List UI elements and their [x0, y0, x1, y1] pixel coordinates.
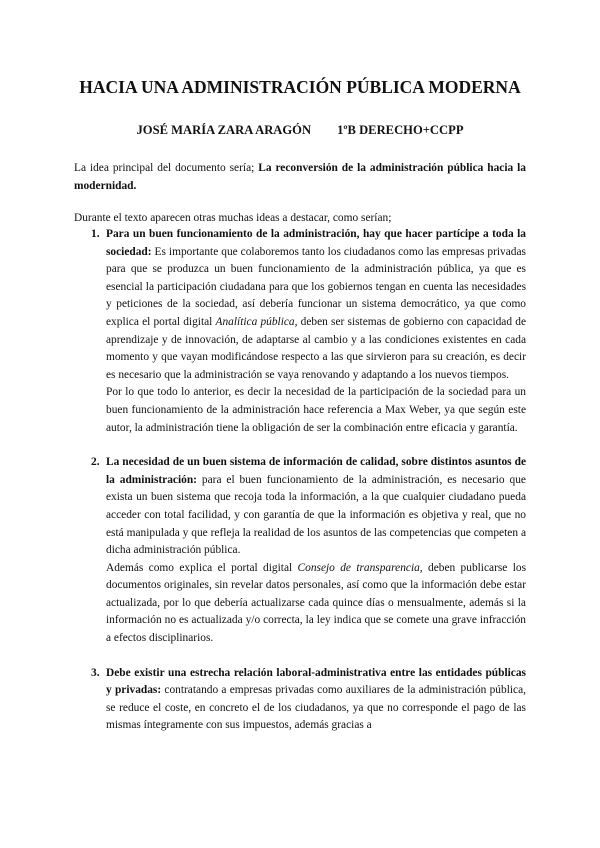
item-lead: Para un buen funcionamiento de la administración, hay que hacer partícipe a toda la sociedad:	[106, 228, 526, 258]
item-paragraph	[106, 454, 526, 560]
item-second-body-cont: deben publicarse los documentos originales, sin revelar datos personales, así como que la información debe estar actualizada, por lo que debería actualizarse cada quince días o mensualmente, además si la información no es actualizada y/o correcta, la ley indica que se comete una grave infracción a efectos disciplinarios.	[106, 561, 527, 645]
item-paragraph	[106, 226, 526, 384]
item-number: 3.	[91, 666, 100, 679]
document-title: HACIA UNA ADMINISTRACIÓN PÚBLICA MODERNA	[79, 77, 521, 97]
during-paragraph: Durante el texto aparecen otras muchas ideas a destacar, como serían;	[74, 212, 392, 224]
item-body: para el buen funcionamiento de la administración, es necesario que exista un buen sistema que recoja toda la información, a la que cualquier ciudadano pueda acceder con total facilidad, y con garantía de que la información es objetiva y real, que no está manipulada y que refleja la realidad de los asuntos de las competencias que competen a dicha administración pública.	[106, 473, 526, 557]
item-body: contratando a empresas privadas como auxiliares de la administración pública, se reduce el coste, en concreto el de los ciudadanos, ya que no corresponde el pago de las mismas íntegramente con sus impuestos, además gracias a	[106, 684, 526, 732]
list-item	[74, 226, 526, 437]
item-second-body: Además como explica el portal digital	[106, 561, 298, 574]
author-name: JOSÉ MARÍA ZARA ARAGÓN	[136, 123, 312, 137]
byline	[70, 122, 530, 138]
intro-paragraph	[74, 160, 526, 195]
item-body-cont: deben ser sistemas de gobierno con capacidad de aprendizaje y de innovación, de adaptarse al cambio y a las condiciones existentes en cada momento y que vayan modificándose respecto a las que sirvieron para su creación, es decir es necesario que la administración se vaya renovando y adaptando a los nuevos tiempos.	[106, 315, 526, 381]
item-reference: Analítica pública,	[215, 315, 298, 328]
list-item	[74, 665, 526, 735]
ideas-list	[74, 226, 526, 735]
item-lead: La necesidad de un buen sistema de información de calidad, sobre distintos asuntos de la administración:	[106, 456, 526, 486]
item-number: 1.	[91, 228, 100, 240]
item-lead: Debe existir una estrecha relación laboral-administrativa entre las entidades públicas y privadas:	[106, 666, 526, 697]
item-second-paragraph: Por lo que todo lo anterior, es decir la necesidad de la participación de la sociedad para un buen funcionamiento de la administración hace referencia a Max Weber, ya que según este autor, la administración tiene la obligación de ser la combinación entre eficacia y garantía.	[106, 386, 526, 434]
item-number: 2.	[91, 456, 100, 469]
item-second-paragraph	[106, 560, 526, 648]
intro-text: La idea principal del documento sería;	[74, 162, 259, 174]
item-reference: Consejo de transparencia,	[297, 561, 423, 574]
item-paragraph	[106, 665, 526, 735]
main-idea: La reconversión de la administración pública hacia la modernidad.	[74, 162, 526, 192]
item-body: Es importante que colaboremos tanto los ciudadanos como las empresas privadas para que se produzca un buen funcionamiento de la administración pública, ya que es esencial la participación ciudadana para que los gobiernos tengan en cuenta las necesidades y peticiones de la sociedad, así debería funcionar un sistema democrático, ya que como explica el portal digital	[106, 245, 526, 328]
list-item	[74, 454, 526, 648]
course-label: 1ºB DERECHO+CCPP	[337, 123, 464, 137]
